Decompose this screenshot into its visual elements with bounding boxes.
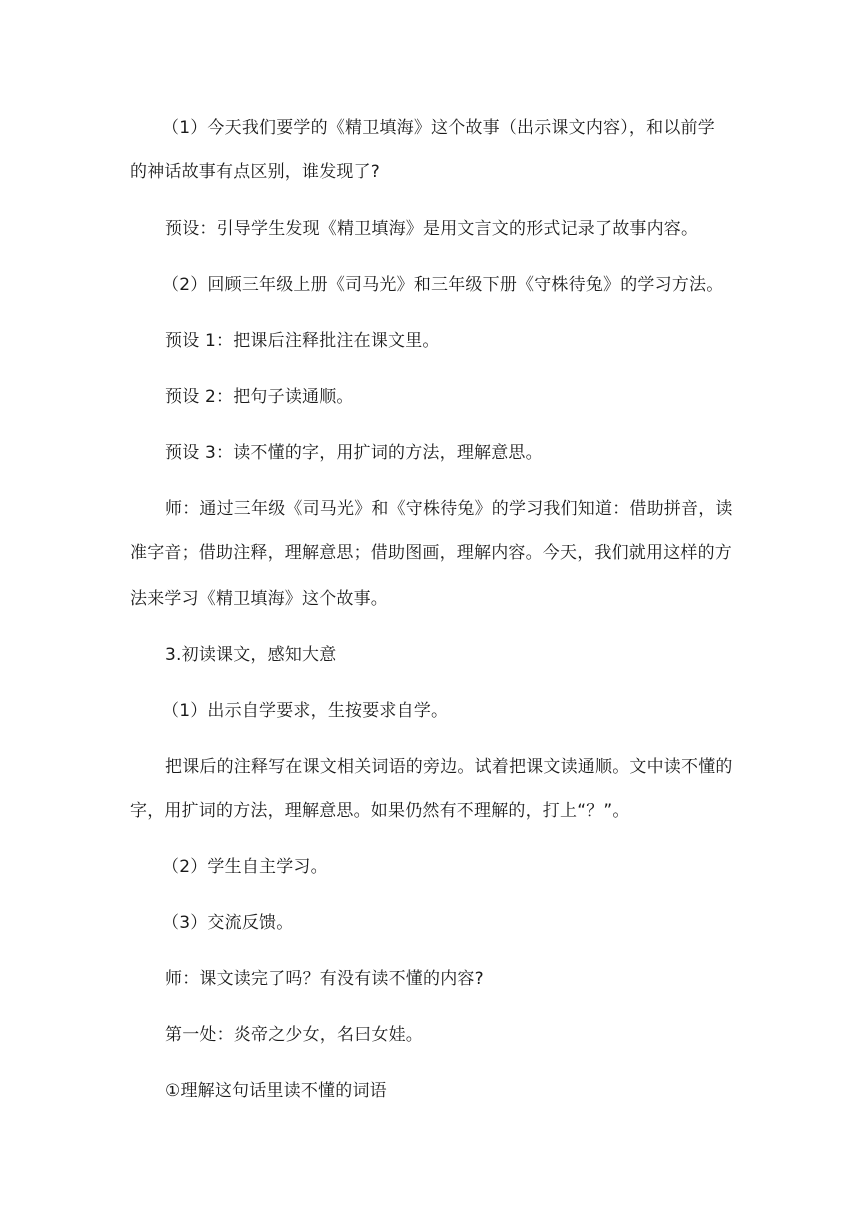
paragraph-line: 字，用扩词的方法，理解意思。如果仍然有不理解的，打上“？”。 [130, 801, 630, 821]
paragraph-line: （1）出示自学要求，生按要求自学。 [162, 701, 449, 721]
paragraph-line: 预设 3：读不懂的字，用扩词的方法，理解意思。 [165, 443, 543, 463]
paragraph-line: （3）交流反馈。 [162, 913, 294, 933]
paragraph-line: 把课后的注释写在课文相关词语的旁边。试着把课文读通顺。文中读不懂的 [165, 757, 733, 777]
paragraph-line: （1）今天我们要学的《精卫填海》这个故事（出示课文内容），和以前学 [162, 118, 715, 138]
paragraph-line: （2）学生自主学习。 [162, 857, 328, 877]
paragraph-line: 师：通过三年级《司马光》和《守株待兔》的学习我们知道：借助拼音，读 [165, 499, 733, 519]
paragraph-line: 准字音；借助注释，理解意思；借助图画，理解内容。今天，我们就用这样的方 [130, 543, 732, 563]
paragraph-line: （2）回顾三年级上册《司马光》和三年级下册《守株待兔》的学习方法。 [162, 275, 724, 295]
paragraph-line: 的神话故事有点区别，谁发现了? [130, 162, 381, 182]
paragraph-line: 预设 2：把句子读通顺。 [165, 387, 354, 407]
paragraph-line: 预设 1：把课后注释批注在课文里。 [165, 331, 440, 351]
paragraph-line: 预设：引导学生发现《精卫填海》是用文言文的形式记录了故事内容。 [165, 219, 699, 239]
section-heading: 3.初读课文，感知大意 [165, 645, 337, 665]
paragraph-line: 法来学习《精卫填海》这个故事。 [130, 589, 388, 609]
paragraph-line: 第一处：炎帝之少女，名曰女娃。 [165, 1025, 423, 1045]
paragraph-line: ①理解这句话里读不懂的词语 [165, 1081, 387, 1101]
paragraph-line: 师：课文读完了吗？有没有读不懂的内容? [165, 969, 484, 989]
